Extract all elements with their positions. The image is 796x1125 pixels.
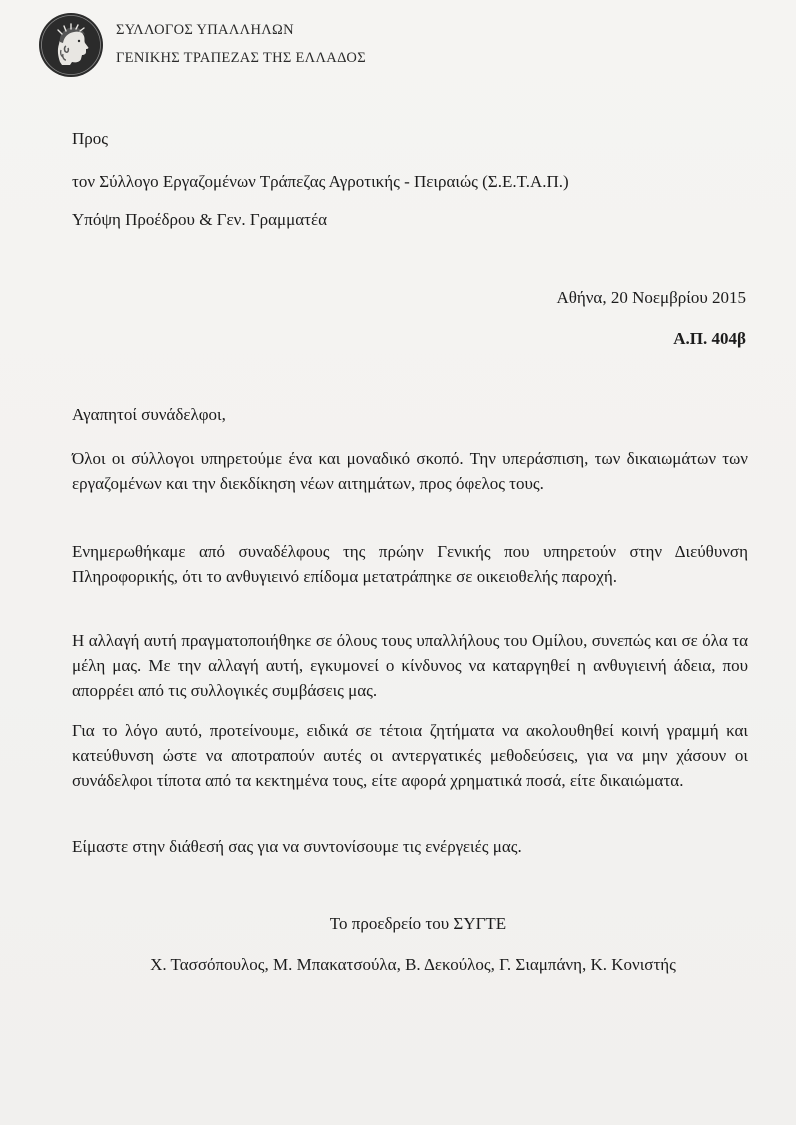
body-paragraph-5: Είμαστε στην διάθεσή σας για να συντονίσουμε τις ενέργειές μας.: [72, 837, 522, 856]
hermes-head-logo-icon: [38, 12, 104, 78]
body-paragraph-3: Η αλλαγή αυτή πραγματοποιήθηκε σε όλους τους υπαλλήλους του Ομίλου, συνεπώς και σε όλα τα μέλη μας. Με την αλλαγή αυτή, εγκυμονεί ο κίνδυνος να καταργηθεί η ανθυγιεινή άδεια, που απορρέει από τις συλλογικές συμβάσεις μας.: [72, 631, 748, 700]
org-name-line1: ΣΥΛΛΟΓΟΣ ΥΠΑΛΛΗΛΩΝ: [116, 22, 294, 38]
org-name-line2: ΓΕΝΙΚΗΣ ΤΡΑΠΕΖΑΣ ΤΗΣ ΕΛΛΑΔΟΣ: [116, 50, 366, 66]
reference-number: Α.Π. 404β: [673, 329, 746, 348]
recipient-to: Προς: [72, 129, 108, 148]
recipient-attention: Υπόψη Προέδρου & Γεν. Γραμματέα: [72, 210, 328, 229]
signature-title: Το προεδρείο του ΣΥΓΤΕ: [329, 914, 507, 933]
letter-date: Αθήνα, 20 Νοεμβρίου 2015: [556, 288, 746, 307]
body-paragraph-4: Για το λόγο αυτό, προτείνουμε, ειδικά σε τέτοια ζητήματα να ακολουθηθεί κοινή γραμμή και κατεύθυνση ώστε να αποτραπούν αυτές οι αντεργατικές μεθοδεύσεις, για να μην χάσουν οι συνάδελφοι τίποτα από τα κεκτημένα τους, είτε αφορά χρηματικά ποσά, είτε δικαιώματα.: [72, 721, 748, 790]
salutation: Αγαπητοί συνάδελφοι,: [72, 405, 226, 424]
recipient-name: τον Σύλλογο Εργαζομένων Τράπεζας Αγροτικής - Πειραιώς (Σ.Ε.Τ.Α.Π.): [72, 172, 569, 191]
body-paragraph-2: Ενημερωθήκαμε από συναδέλφους της πρώην Γενικής που υπηρετούν στην Διεύθυνση Πληροφορικής, ότι το ανθυγιεινό επίδομα μετατράπηκε σε οικειοθελής παροχή.: [72, 542, 748, 586]
signature-names: Χ. Τασσόπουλος, Μ. Μπακατσούλα, Β. Δεκούλος, Γ. Σιαμπάνη, Κ. Κονιστής: [150, 955, 676, 974]
letterhead: [38, 10, 398, 82]
body-paragraph-1: Όλοι οι σύλλογοι υπηρετούμε ένα και μοναδικό σκοπό. Την υπεράσπιση, των δικαιωμάτων των εργαζομένων και την διεκδίκηση νέων αιτημάτων, προς όφελος τους.: [72, 449, 748, 493]
